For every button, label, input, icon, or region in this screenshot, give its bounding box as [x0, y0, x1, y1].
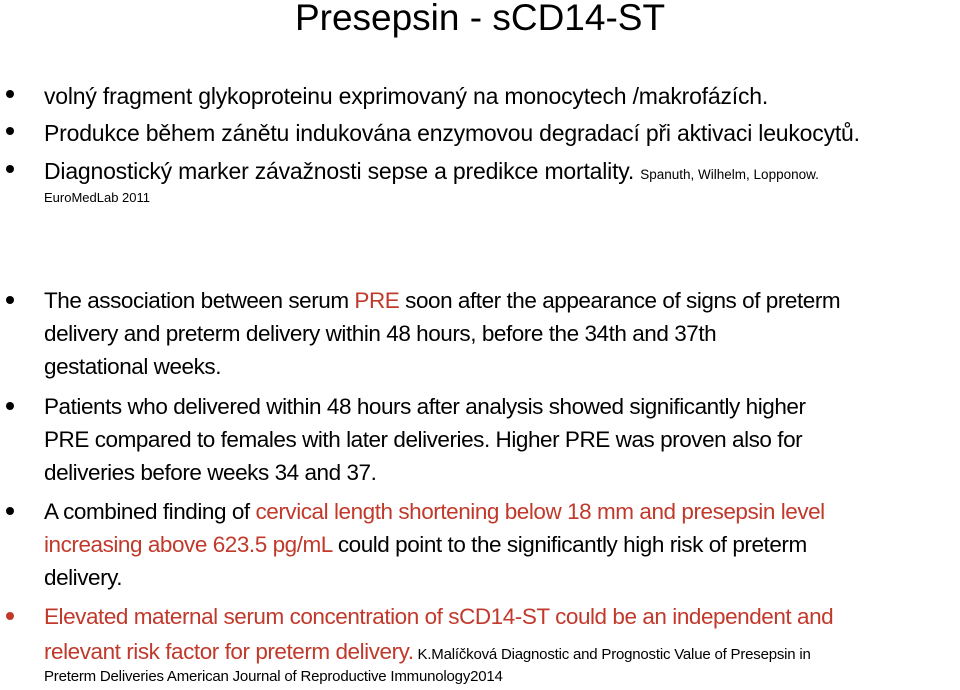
bullet-text-line: delivery.	[44, 565, 123, 590]
bullet-dot-icon	[6, 402, 14, 410]
bullet-text: Produkce během zánětu indukována enzymovou degradací při aktivaci leukocytů.	[44, 120, 860, 146]
slide-title: Presepsin - sCD14-ST	[294, 0, 666, 38]
bullet-dot-icon	[6, 90, 14, 98]
bullet-dot-icon	[6, 165, 14, 173]
bullet-text-line: Patients who delivered within 48 hours after analysis showed significantly higher	[44, 394, 806, 419]
bullet-text-line: A combined finding of cervical length shortening below 18 mm and presepsin level	[44, 499, 825, 524]
bullet-text-line: increasing above 623.5 pg/mL could point to the significantly high risk of preterm	[44, 532, 807, 557]
bullet-text-line: The association between serum PRE soon after the appearance of signs of preterm	[44, 288, 841, 313]
conclusion-text: relevant risk factor for preterm delivery.	[44, 639, 414, 664]
bullet-dot-icon	[6, 127, 14, 135]
source-conference: EuroMedLab 2011	[44, 190, 151, 205]
source-authors: Spanuth, Wilhelm, Lopponow.	[640, 167, 819, 182]
citation-text: K.Malíčková Diagnostic and Prognostic Value of Presepsin in	[413, 646, 811, 663]
bullet-text-line: delivery and preterm delivery within 48 hours, before the 34th and 37th	[44, 321, 717, 346]
bullet-text-main: Diagnostický marker závažnosti sepse a predikce mortality.	[44, 158, 635, 184]
highlight-pre: PRE	[354, 288, 400, 313]
bullet-dot-icon	[6, 612, 14, 620]
conclusion-line: Elevated maternal serum concentration of sCD14-ST could be an independent and	[44, 604, 834, 629]
bullet-text-line: gestational weeks.	[44, 354, 222, 379]
bullet-text-line: PRE compared to females with later deliveries. Higher PRE was proven also for	[44, 427, 803, 452]
bullet-dot-icon	[6, 507, 14, 515]
bullet-text: volný fragment glykoproteinu exprimovaný na monocytech /makrofázích.	[44, 83, 769, 109]
citation-text: Preterm Deliveries American Journal of Reproductive Immunology2014	[44, 668, 503, 685]
highlight-cervical-length: cervical length shortening below 18 mm and presepsin level	[255, 499, 825, 524]
bullet-text-line: deliveries before weeks 34 and 37.	[44, 460, 377, 485]
highlight-presepsin-level: increasing above 623.5 pg/mL	[44, 532, 333, 557]
bullet-text	[44, 152, 819, 194]
bullet-dot-icon	[6, 296, 14, 304]
